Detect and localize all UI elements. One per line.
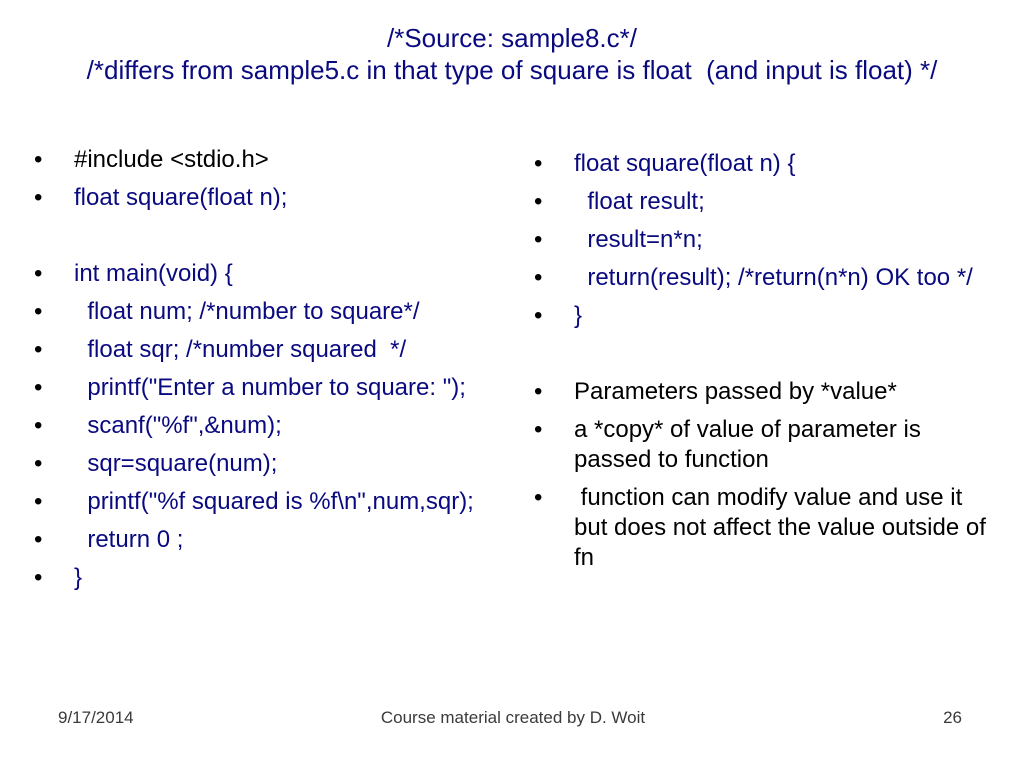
bullet-icon: • — [534, 302, 543, 329]
list-item-text: printf("Enter a number to square: "); — [74, 374, 466, 401]
left-code-column — [32, 145, 502, 601]
bullet-icon: • — [34, 450, 43, 477]
list-item-text: float square(float n); — [74, 184, 288, 211]
list-item-text: printf("%f squared is %f\n",num,sqr); — [74, 488, 474, 515]
list-item — [32, 487, 502, 517]
list-item-text: return 0 ; — [74, 526, 184, 553]
list-item — [532, 263, 1002, 293]
list-item-text: float num; /*number to square*/ — [74, 298, 420, 325]
list-item — [532, 377, 1002, 407]
list-item-text: Parameters passed by *value* — [574, 378, 897, 405]
list-item-text: #include <stdio.h> — [74, 146, 269, 173]
bullet-icon: • — [534, 264, 543, 291]
list-item — [532, 483, 1002, 573]
list-item — [532, 301, 1002, 331]
list-item-text: function can modify value and use it but does not affect the value outside of fn — [574, 484, 993, 571]
list-item-text: int main(void) { — [74, 260, 233, 287]
bullet-icon: • — [34, 298, 43, 325]
bullet-icon: • — [34, 526, 43, 553]
list-item-text: a *copy* of value of parameter is passed to function — [574, 416, 928, 473]
bullet-icon: • — [34, 336, 43, 363]
list-item — [532, 187, 1002, 217]
list-item — [532, 415, 1002, 475]
list-item — [32, 335, 502, 365]
list-item — [32, 449, 502, 479]
bullet-icon: • — [34, 184, 43, 211]
list-item — [532, 225, 1002, 255]
title-line-2: /*differs from sample5.c in that type of square is float (and input is float) */ — [86, 55, 938, 85]
list-item-text: float result; — [574, 188, 705, 215]
list-item — [32, 183, 502, 213]
list-item — [32, 525, 502, 555]
list-item — [532, 149, 1002, 179]
footer-credit: Course material created by D. Woit — [380, 708, 646, 727]
bullet-icon: • — [34, 260, 43, 287]
bullet-icon: • — [534, 416, 543, 443]
bullet-icon: • — [534, 150, 543, 177]
list-item-text: float sqr; /*number squared */ — [74, 336, 407, 363]
bullet-icon: • — [34, 488, 43, 515]
right-code-column — [532, 149, 1002, 581]
bullet-icon: • — [34, 146, 43, 173]
slide-title — [0, 22, 1024, 86]
list-item — [32, 563, 502, 593]
list-item — [32, 373, 502, 403]
bullet-icon: • — [534, 378, 543, 405]
list-item — [32, 259, 502, 289]
list-item-text: } — [574, 302, 583, 329]
list-item-text: sqr=square(num); — [74, 450, 278, 477]
bullet-icon: • — [534, 484, 543, 511]
bullet-icon: • — [534, 226, 543, 253]
bullet-icon: • — [34, 412, 43, 439]
title-line-1: /*Source: sample8.c*/ — [386, 23, 637, 53]
list-item — [32, 145, 502, 175]
page-number: 26 — [943, 708, 962, 727]
list-item-text: result=n*n; — [574, 226, 703, 253]
footer-date: 9/17/2014 — [58, 708, 134, 727]
list-item — [32, 297, 502, 327]
list-item — [32, 411, 502, 441]
list-item-text: scanf("%f",&num); — [74, 412, 282, 439]
bullet-icon: • — [534, 188, 543, 215]
bullet-icon: • — [34, 374, 43, 401]
list-item-text: } — [74, 564, 83, 591]
list-item-text: return(result); /*return(n*n) OK too */ — [574, 264, 973, 291]
bullet-icon: • — [34, 564, 43, 591]
list-item-text: float square(float n) { — [574, 150, 796, 177]
